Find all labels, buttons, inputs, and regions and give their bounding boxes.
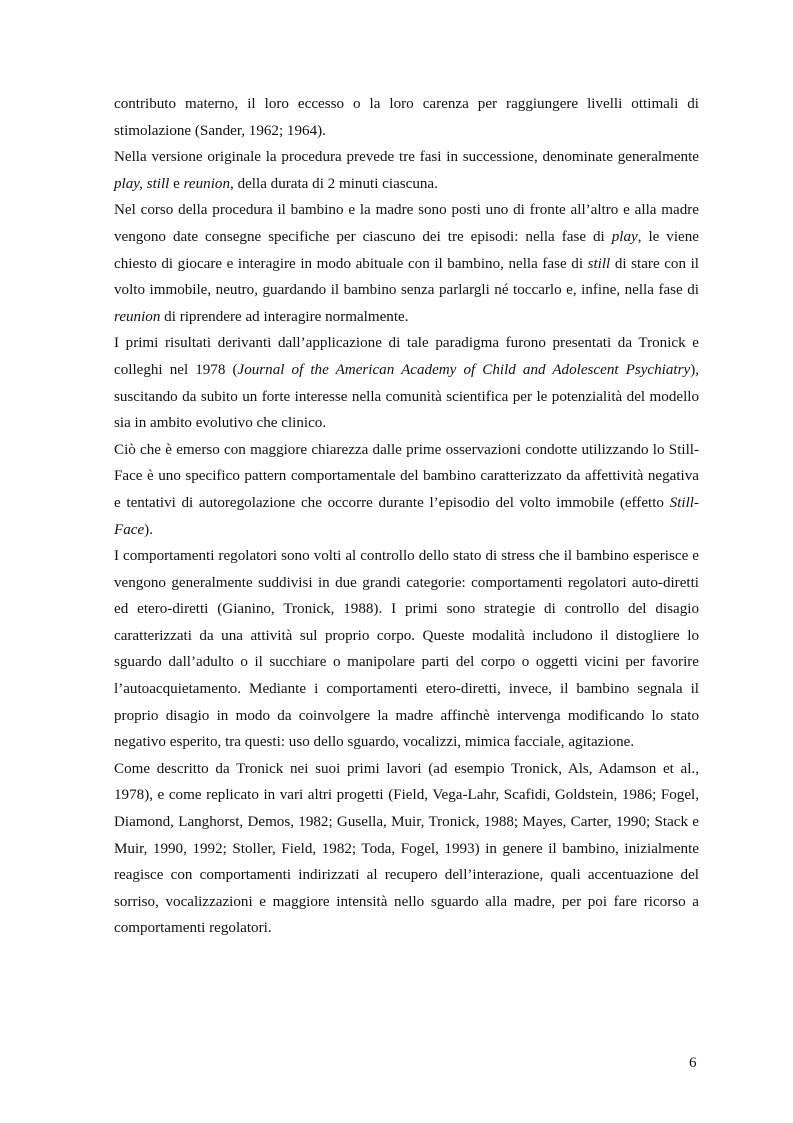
text-run: ), suscitando da subito un forte interesse nella comunità scientifica per le potenzialità del modello sia in ambito evolutivo che clinico. (114, 361, 699, 432)
text-run: di stare con il volto immobile, neutro, guardando il bambino senza parlargli né toccarlo e, infine, nella fase di (114, 255, 699, 299)
italic-term: Still-Face (114, 494, 699, 538)
text-run: di riprendere ad interagire normalmente. (160, 308, 409, 325)
text-run: Nella versione originale la procedura prevede tre fasi in successione, denominate generalmente (114, 149, 699, 166)
text-run: Come descritto da Tronick nei suoi primi lavori (ad esempio Tronick, Als, Adamson et al., 1978), e come replicato in vari altri progetti (Field, Vega-Lahr, Scafidi, Goldstein, 1986; Fogel, Diamond, Langhorst, Demos, 1982; Gusella, Muir, Tronick, 1988; Mayes, Carter, 1990; Stack e Muir, 1990, 1992; Stoller, Field, 1982; Toda, Fogel, 1993) in genere il bambino, inizialmente reagisce con comportamenti indirizzati al recupero dell’interazione, quali accentuazione del sorriso, vocalizzazioni e maggiore intensità nello sguardo alla madre, per poi fare ricorso a comportamenti regolatori. (114, 760, 699, 937)
text-run: Ciò che è emerso con maggiore chiarezza dalle prime osservazioni condotte utilizzando lo Still-Face è uno specifico pattern comportamentale del bambino caratterizzato da affettività negativa e tentativi di autoregolazione che occorre durante l’episodio del volto immobile (effetto (114, 441, 699, 511)
text-run: , della durata di 2 minuti ciascuna. (230, 175, 438, 192)
text-run: I primi risultati derivanti dall’applicazione di tale paradigma furono presentati da Tronick e colleghi nel 1978 ( (114, 335, 699, 378)
text-run: , le viene chiesto di giocare e interagire in modo abituale con il bambino, nella fase di (114, 228, 699, 272)
text-run: ). (144, 521, 153, 538)
italic-term: reunion (183, 175, 231, 192)
italic-term: still (587, 255, 611, 272)
page-number: 6 (689, 1055, 697, 1071)
text-run: I comportamenti regolatori sono volti al controllo dello stato di stress che il bambino esperisce e vengono generalmente suddivisi in due grandi categorie: comportamenti regolatori auto-diretti ed etero-diretti (Gianino, Tronick, 1988). I primi sono strategie di controllo del disagio caratterizzati da una attività sul proprio corpo. Queste modalità includono il distogliere lo sguardo dall’adulto o il succhiare o manipolare parti del corpo o oggetti vicini per favorire l’autoacquietamento. Mediante i comportamenti etero-diretti, invece, il bambino segnala il proprio disagio in modo da coinvolgere la madre affinchè intervenga modificando lo stato negativo esperito, tra questi: uso dello sguardo, vocalizzi, mimica facciale, agitazione. (114, 548, 699, 751)
text-run: e (169, 175, 184, 192)
journal-title: Journal of the American Academy of Child and Adolescent Psychiatry (237, 361, 691, 378)
paragraph (114, 543, 699, 756)
paragraph (114, 197, 699, 330)
text-run: Nel corso della procedura il bambino e la madre sono posti uno di fronte all’altro e alla madre vengono date consegne specifiche per ciascuno dei tre episodi: nella fase di (114, 202, 699, 245)
paragraph (114, 144, 699, 197)
page-body (114, 91, 699, 942)
paragraph (114, 91, 699, 144)
italic-term: play, still (114, 175, 170, 192)
paragraph (114, 437, 699, 543)
text-run: contributo materno, il loro eccesso o la loro carenza per raggiungere livelli ottimali di stimolazione (Sander, 1962; 1964). (114, 96, 699, 139)
italic-term: play (611, 228, 638, 245)
paragraph (114, 756, 699, 942)
italic-term: reunion (114, 308, 161, 325)
paragraph (114, 330, 699, 436)
